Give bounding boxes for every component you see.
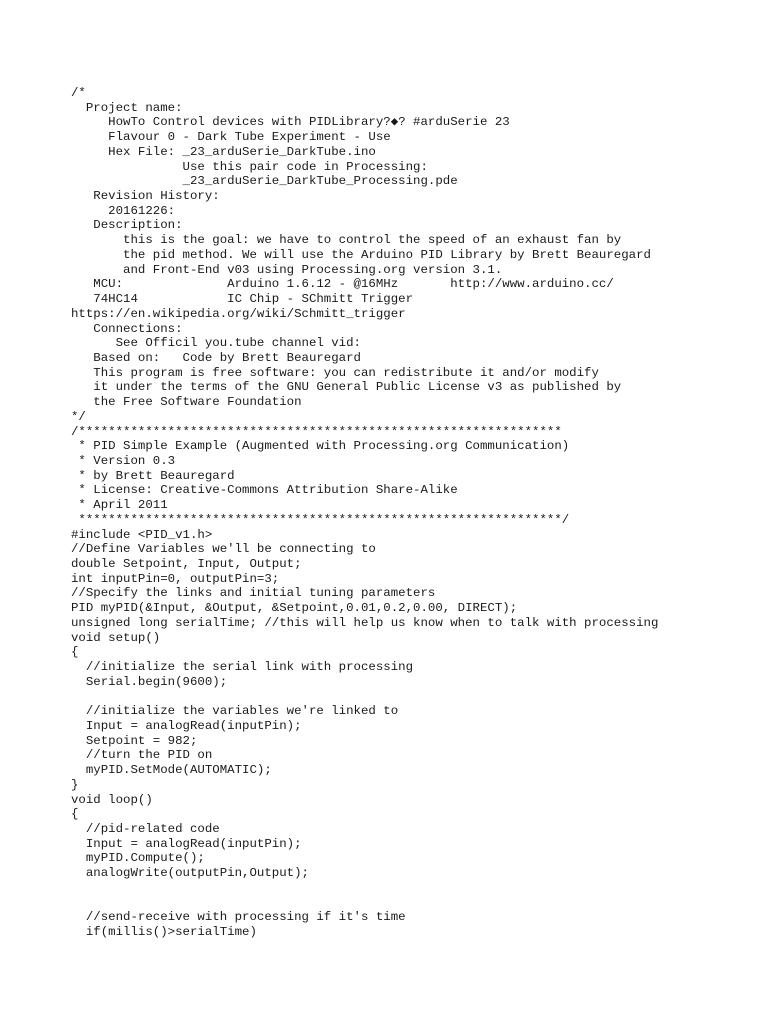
code-line: */ [71, 409, 86, 424]
code-line: * by Brett Beauregard [71, 468, 235, 483]
code-line: unsigned long serialTime; //this will help us know when to talk with processing [71, 615, 659, 630]
code-line: Flavour 0 - Dark Tube Experiment - Use [71, 130, 391, 145]
code-line: /***************************************************************** [71, 424, 562, 439]
code-line: #include <PID_v1.h> [71, 527, 213, 542]
code-line: the Free Software Foundation [71, 395, 302, 410]
code-line: Based on: Code by Brett Beauregard [71, 350, 361, 365]
code-line: myPID.Compute(); [71, 851, 205, 866]
code-line: HowTo Control devices with PIDLibrary?◆? #arduSerie 23 [71, 115, 510, 130]
code-line: PID myPID(&Input, &Output, &Setpoint,0.01,0.2,0.00, DIRECT); [71, 601, 518, 616]
code-line: This program is free software: you can redistribute it and/or modify [71, 365, 599, 380]
code-line: Description: [71, 218, 183, 233]
code-line: Setpoint = 982; [71, 733, 198, 748]
code-line: _23_arduSerie_DarkTube_Processing.pde [71, 174, 458, 189]
code-line: if(millis()>serialTime) [71, 924, 257, 939]
code-line: //send-receive with processing if it's time [71, 910, 406, 925]
code-line: //initialize the variables we're linked to [71, 704, 399, 719]
code-line [71, 896, 658, 911]
code-line: //Define Variables we'll be connecting to [71, 542, 376, 557]
code-line: https://en.wikipedia.org/wiki/Schmitt_trigger [71, 306, 406, 321]
source-code-listing [71, 86, 658, 940]
code-line: double Setpoint, Input, Output; [71, 557, 302, 571]
code-line: MCU: Arduino 1.6.12 - @16MHz http://www.arduino.cc/ [71, 277, 614, 292]
code-line: this is the goal: we have to control the speed of an exhaust fan by [71, 233, 622, 248]
code-line: Connections: [71, 321, 183, 336]
code-line: { [71, 645, 79, 660]
code-line: Revision History: [71, 189, 220, 204]
code-line: //turn the PID on [71, 748, 213, 763]
code-line: Input = analogRead(inputPin); [71, 836, 302, 851]
code-line: Use this pair code in Processing: [71, 159, 428, 174]
code-line [71, 689, 658, 704]
code-line: //initialize the serial link with processing [71, 660, 414, 675]
code-line: } [71, 777, 79, 792]
code-line: 20161226: [71, 203, 176, 218]
code-line: Serial.begin(9600); [71, 674, 228, 689]
code-line: 74HC14 IC Chip - SChmitt Trigger [71, 292, 414, 307]
code-line: Project name: [71, 100, 183, 115]
code-line: * Version 0.3 [71, 453, 176, 468]
code-line: and Front-End v03 using Processing.org version 3.1. [71, 262, 503, 277]
code-line: /* [71, 86, 86, 100]
code-line: Hex File: _23_arduSerie_DarkTube.ino [71, 144, 376, 159]
code-line: Input = analogRead(inputPin); [71, 718, 302, 733]
code-line: myPID.SetMode(AUTOMATIC); [71, 763, 272, 778]
code-line [71, 881, 658, 896]
code-line: analogWrite(outputPin,Output); [71, 866, 309, 881]
code-line: //pid-related code [71, 821, 220, 836]
code-line: void setup() [71, 630, 161, 645]
code-line: * April 2011 [71, 498, 168, 513]
code-line: See Officil you.tube channel vid: [71, 336, 361, 351]
code-line: int inputPin=0, outputPin=3; [71, 571, 280, 586]
code-line: * License: Creative-Commons Attribution Share-Alike [71, 483, 458, 498]
code-line: * PID Simple Example (Augmented with Processing.org Communication) [71, 439, 570, 454]
code-line: it under the terms of the GNU General Public License v3 as published by [71, 380, 622, 395]
code-line: *****************************************************************/ [71, 512, 570, 527]
code-line: the pid method. We will use the Arduino PID Library by Brett Beauregard [71, 247, 651, 262]
code-line: //Specify the links and initial tuning parameters [71, 586, 436, 601]
code-line: { [71, 807, 79, 822]
code-line: void loop() [71, 792, 153, 807]
